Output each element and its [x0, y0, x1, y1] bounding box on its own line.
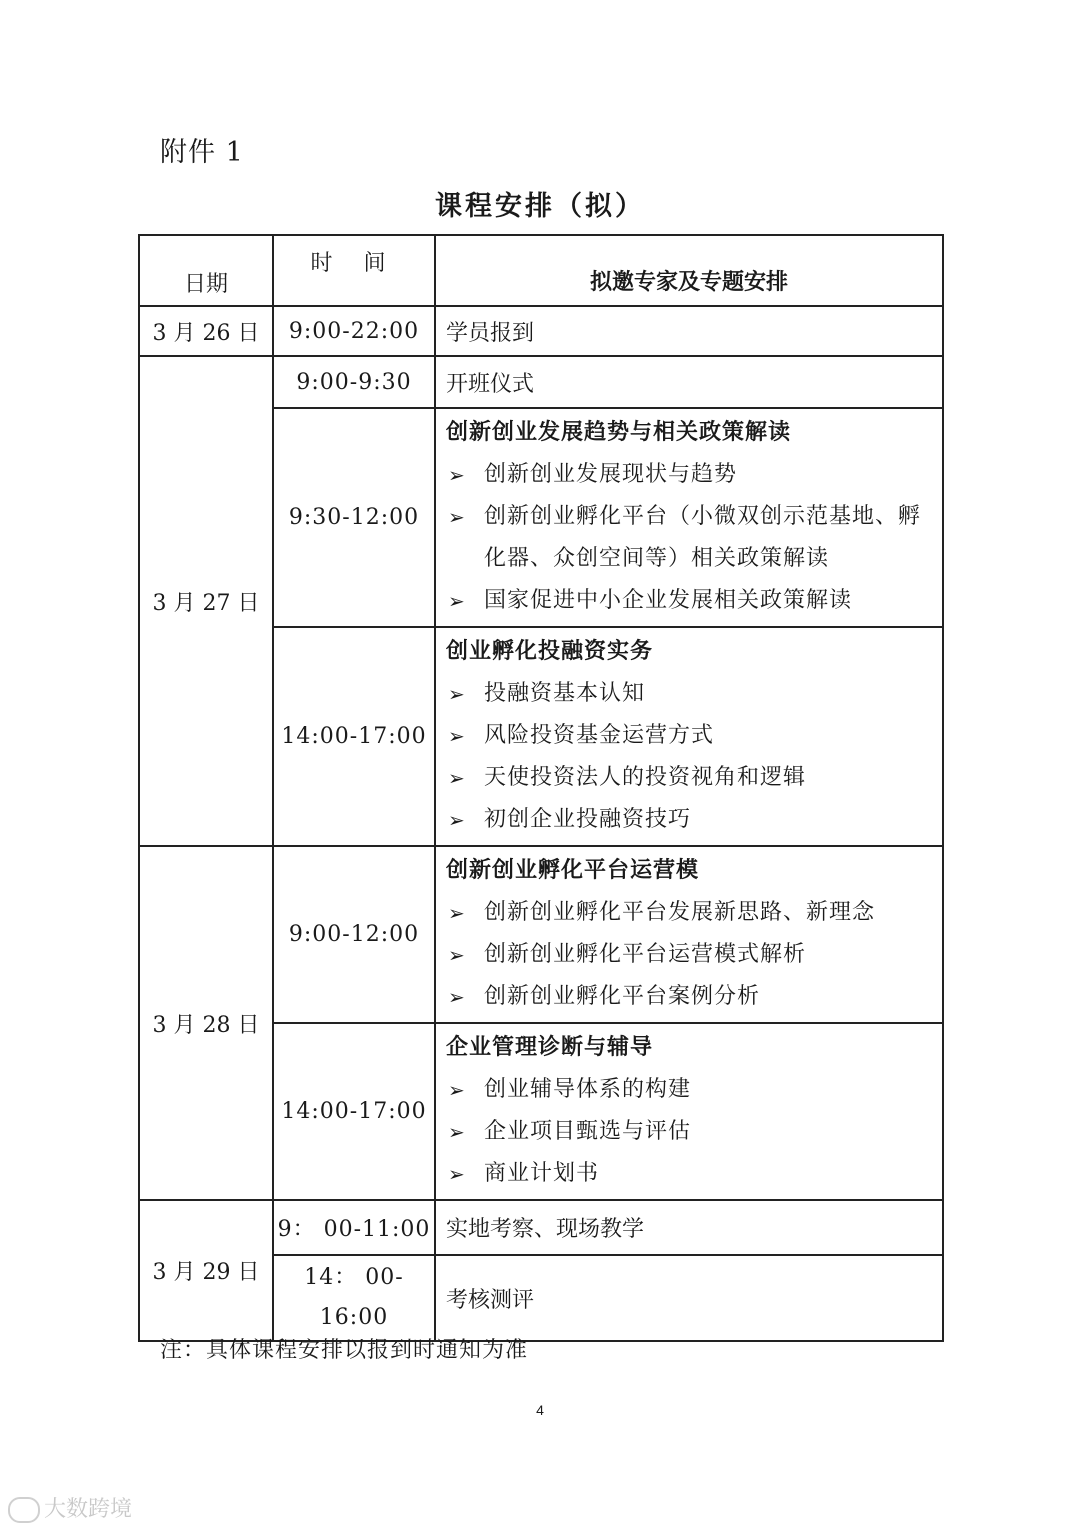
list-item-text: 创业辅导体系的构建: [484, 1077, 692, 1102]
table-row: [139, 356, 943, 408]
time-cell: 9:00-22:00: [273, 306, 435, 356]
list-item: [446, 892, 942, 934]
watermark-logo-icon: [8, 1497, 40, 1523]
topic-list: [446, 673, 942, 841]
time-cell: 14： 00-16:00: [273, 1255, 435, 1341]
list-item-text: 天使投资法人的投资视角和逻辑: [484, 765, 807, 790]
time-cell: 9:00-9:30: [273, 356, 435, 408]
arrow-bullet-icon: ➢: [448, 985, 466, 1009]
list-item: [446, 799, 942, 841]
date-cell: 3 月 26 日: [139, 306, 273, 356]
watermark: [8, 1492, 132, 1523]
table-row: [139, 846, 943, 1023]
arrow-bullet-icon: ➢: [448, 808, 466, 832]
topic-cell: 学员报到: [435, 306, 943, 356]
arrow-bullet-icon: ➢: [448, 589, 466, 613]
list-item-text: 初创企业投融资技巧: [484, 807, 692, 832]
list-item-text: 创新创业孵化平台发展新思路、新理念: [484, 900, 876, 925]
topic-list: [446, 892, 942, 1018]
header-time: 时 间: [273, 235, 435, 306]
time-cell: 14:00-17:00: [273, 1023, 435, 1200]
arrow-bullet-icon: ➢: [448, 901, 466, 925]
time-cell: 9:30-12:00: [273, 408, 435, 627]
list-item-text: 创新创业孵化平台（小微双创示范基地、孵化器、众创空间等）相关政策解读: [484, 504, 922, 571]
topic-cell: 实地考察、现场教学: [435, 1200, 943, 1255]
list-item-text: 商业计划书: [484, 1161, 600, 1186]
header-date: 日期: [139, 235, 273, 306]
list-item: [446, 496, 942, 580]
time-cell: 9： 00-11:00: [273, 1200, 435, 1255]
list-item: [446, 976, 942, 1018]
list-item-text: 创新创业孵化平台案例分析: [484, 984, 761, 1009]
arrow-bullet-icon: ➢: [448, 1162, 466, 1186]
section-heading: 创新创业孵化平台运营模: [446, 857, 700, 883]
arrow-bullet-icon: ➢: [448, 766, 466, 790]
section-heading: 企业管理诊断与辅导: [446, 1034, 654, 1060]
arrow-bullet-icon: ➢: [448, 1120, 466, 1144]
topic-cell: [435, 846, 943, 1023]
topic-cell: 开班仪式: [435, 356, 943, 408]
section-heading: 创新创业发展趋势与相关政策解读: [446, 419, 792, 445]
list-item-text: 风险投资基金运营方式: [484, 723, 715, 748]
list-item-text: 国家促进中小企业发展相关政策解读: [484, 588, 853, 613]
list-item: [446, 757, 942, 799]
list-item: [446, 934, 942, 976]
date-cell: 3 月 29 日: [139, 1200, 273, 1341]
arrow-bullet-icon: ➢: [448, 724, 466, 748]
page-title: 课程安排（拟）: [435, 191, 645, 222]
list-item-text: 创新创业发展现状与趋势: [484, 462, 738, 487]
list-item-text: 投融资基本认知: [484, 681, 646, 706]
table-row: [139, 1200, 943, 1255]
attachment-label: 附件 1: [160, 137, 244, 168]
footnote: 注：具体课程安排以报到时通知为准: [160, 1338, 529, 1363]
arrow-bullet-icon: ➢: [448, 682, 466, 706]
arrow-bullet-icon: ➢: [448, 463, 466, 487]
topic-list: [446, 1069, 942, 1195]
list-item: [446, 580, 942, 622]
section-heading: 创业孵化投融资实务: [446, 638, 654, 664]
date-cell: 3 月 28 日: [139, 846, 273, 1200]
header-topic: 拟邀专家及专题安排: [435, 235, 943, 306]
arrow-bullet-icon: ➢: [448, 943, 466, 967]
list-item: [446, 715, 942, 757]
topic-cell: [435, 627, 943, 846]
arrow-bullet-icon: ➢: [448, 1078, 466, 1102]
watermark-text: 大数跨境: [44, 1496, 133, 1521]
topic-list: [446, 454, 942, 622]
list-item-text: 创新创业孵化平台运营模式解析: [484, 942, 807, 967]
page-number: 4: [536, 1402, 544, 1418]
time-cell: 9:00-12:00: [273, 846, 435, 1023]
list-item: [446, 1153, 942, 1195]
arrow-bullet-icon: ➢: [448, 505, 466, 529]
time-cell: 14:00-17:00: [273, 627, 435, 846]
topic-cell: [435, 1023, 943, 1200]
topic-cell: [435, 408, 943, 627]
topic-cell: 考核测评: [435, 1255, 943, 1341]
list-item-text: 企业项目甄选与评估: [484, 1119, 692, 1144]
table-header-row: [139, 235, 943, 306]
list-item: [446, 1111, 942, 1153]
date-cell: 3 月 27 日: [139, 356, 273, 846]
schedule-table: [138, 234, 944, 1342]
table-row: [139, 306, 943, 356]
list-item: [446, 1069, 942, 1111]
list-item: [446, 673, 942, 715]
list-item: [446, 454, 942, 496]
